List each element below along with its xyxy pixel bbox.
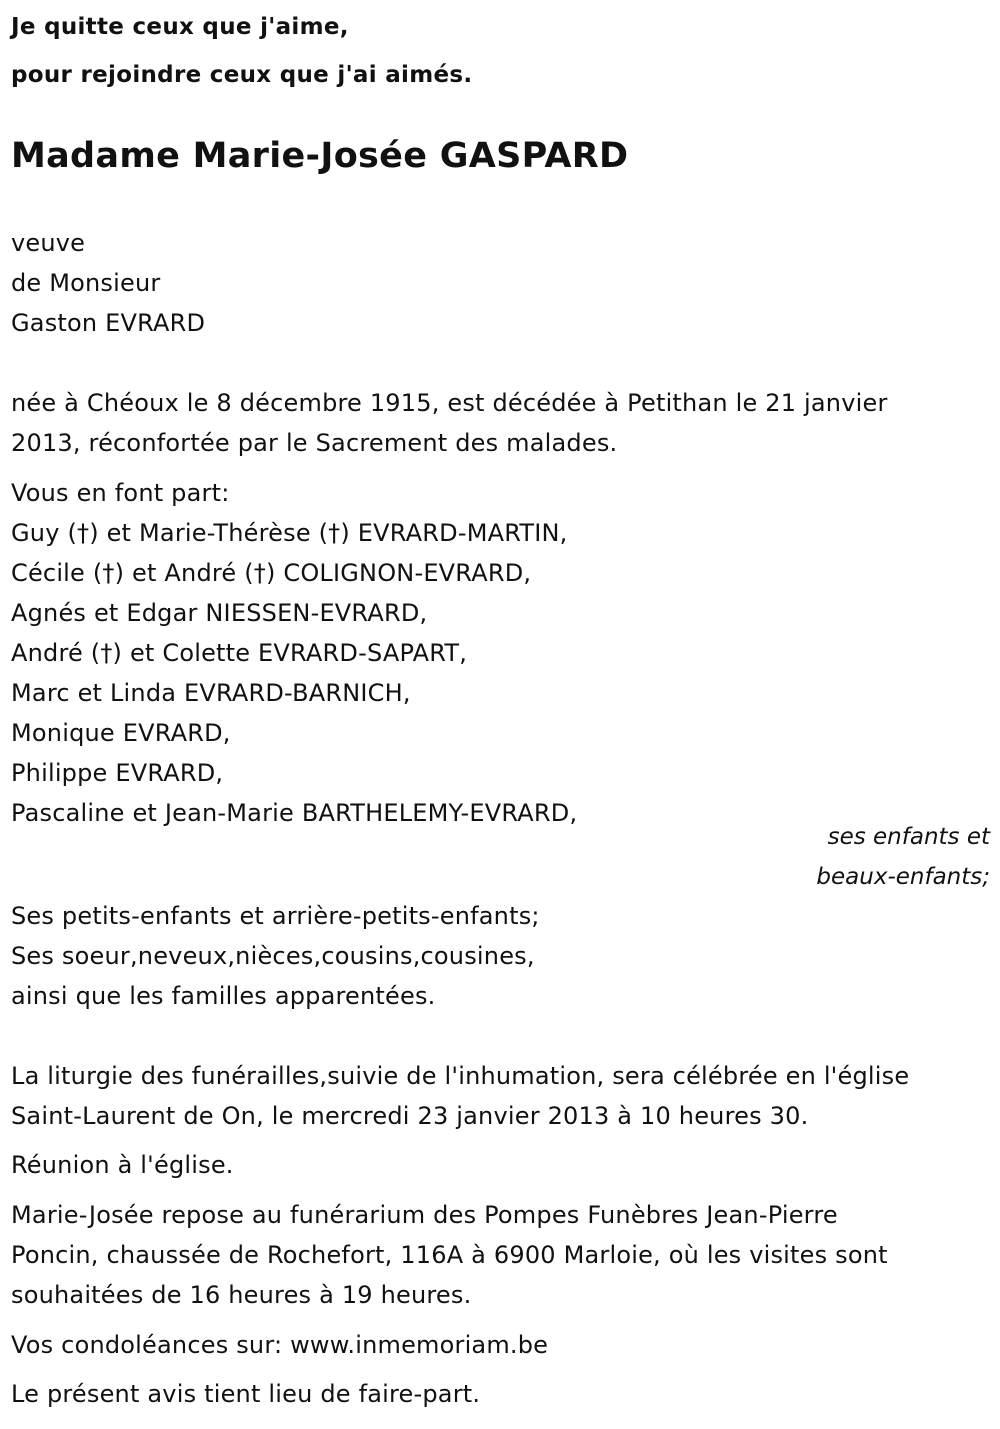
child-entry: Pascaline et Jean-Marie BARTHELEMY-EVRARD,	[11, 799, 578, 827]
family-line-2: Ses soeur,neveux,nièces,cousins,cousines,	[11, 942, 535, 970]
visitation-line-3: souhaitées de 16 heures à 19 heures.	[11, 1281, 472, 1309]
family-line-1: Ses petits-enfants et arrière-petits-enfants;	[11, 902, 540, 930]
birth-death-line-2: 2013, réconfortée par le Sacrement des malades.	[11, 429, 618, 457]
epigraph-line-1: Je quitte ceux que j'aime,	[11, 14, 349, 40]
spouse-line-3: Gaston EVRARD	[11, 309, 206, 337]
visitation-line-2: Poncin, chaussée de Rochefort, 116A à 6900 Marloie, où les visites sont	[11, 1241, 888, 1269]
child-entry: Monique EVRARD,	[11, 719, 231, 747]
closing-line: Le présent avis tient lieu de faire-part.	[11, 1380, 481, 1408]
visitation-line-1: Marie-Josée repose au funérarium des Pompes Funèbres Jean-Pierre	[11, 1201, 838, 1229]
children-label-line-1: ses enfants et	[827, 824, 990, 850]
deceased-name: Madame Marie-Josée GASPARD	[11, 136, 629, 176]
condolences-link[interactable]: Vos condoléances sur: www.inmemoriam.be	[11, 1331, 549, 1359]
spouse-line-2: de Monsieur	[11, 269, 161, 297]
birth-death-line-1: née à Chéoux le 8 décembre 1915, est décédée à Petithan le 21 janvier	[11, 389, 888, 417]
family-line-3: ainsi que les familles apparentées.	[11, 982, 436, 1010]
funeral-line-2: Saint-Laurent de On, le mercredi 23 janvier 2013 à 10 heures 30.	[11, 1102, 809, 1130]
meeting-notice: Réunion à l'église.	[11, 1151, 234, 1179]
epigraph-line-2: pour rejoindre ceux que j'ai aimés.	[11, 62, 473, 88]
funeral-line-1: La liturgie des funérailles,suivie de l'inhumation, sera célébrée en l'église	[11, 1062, 910, 1090]
child-entry: Guy (†) et Marie-Thérèse (†) EVRARD-MARTIN,	[11, 519, 568, 547]
child-entry: Marc et Linda EVRARD-BARNICH,	[11, 679, 411, 707]
child-entry: André (†) et Colette EVRARD-SAPART,	[11, 639, 468, 667]
child-entry: Philippe EVRARD,	[11, 759, 224, 787]
children-label-line-2: beaux-enfants;	[816, 864, 990, 890]
child-entry: Agnés et Edgar NIESSEN-EVRARD,	[11, 599, 428, 627]
spouse-line-1: veuve	[11, 229, 86, 257]
child-entry: Cécile (†) et André (†) COLIGNON-EVRARD,	[11, 559, 532, 587]
announcement-intro: Vous en font part:	[11, 479, 230, 507]
